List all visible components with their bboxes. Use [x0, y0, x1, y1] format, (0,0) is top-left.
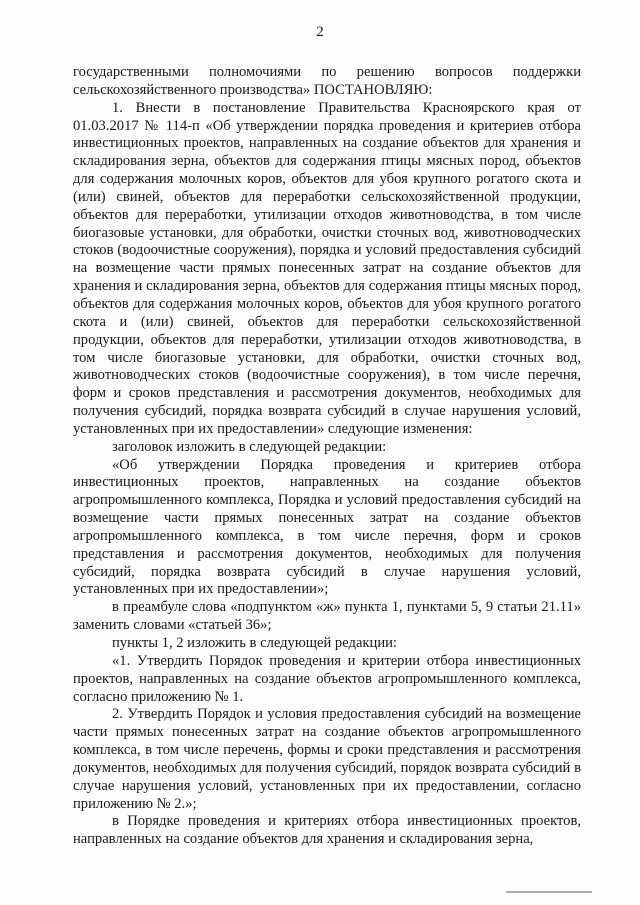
paragraph-points-change: пункты 1, 2 изложить в следующей редакции: [112, 635, 397, 651]
paragraph-preamble-change: в преамбуле слова «подпунктом «ж» пункта 1, пунктами 5, 9 статьи 21.11» заменить словами «статьей 36»; [73, 599, 581, 634]
document-body [73, 64, 581, 849]
paragraph-title-change: заголовок изложить в следующей редакции: [112, 438, 387, 455]
paragraph-new-title: «Об утверждении Порядка проведения и критериев отбора инвестиционных проектов, направленных на создание объектов агропромышленного комплекса, Порядка и условий предоставления субсидий на возмещение части прямых понесенных затрат на создание объектов агропромышленного комплекса, в том числе перечня, форм и сроков представления и рассмотрения документов, необходимых для получения субсидий, порядка возврата субсидий в случае нарушения условий, установленных при их предоставлении»; [73, 456, 581, 598]
paragraph-procedure-change: в Порядке проведения и критериях отбора инвестиционных проектов, направленных на создание объектов для хранения и складирования зерна, [73, 813, 581, 848]
scan-artifact-line [506, 891, 592, 893]
paragraph-point-1: «1. Утвердить Порядок проведения и критерии отбора инвестиционных проектов, направленных на создание объектов агропромышленного комплекса, согласно приложению № 1. [73, 652, 581, 705]
page-number: 2 [316, 24, 324, 40]
paragraph-preamble-end: государственными полномочиями по решению вопросов поддержки сельскохозяйственного производства» ПОСТАНОВЛЯЮ: [73, 64, 581, 98]
paragraph-item-1: 1. Внести в постановление Правительства Красноярского края от 01.03.2017 № 114-п «Об утверждении порядка проведения и критериев отбора инвестиционных проектов, направленных на создание объектов для хранения и складирования зерна, объектов для содержания птицы мясных пород, объектов для содержания молочных коров, объектов для убоя крупного рогатого скота и (или) свиней, объектов для переработки сельскохозяйственной продукции, объектов для переработки, утилизации отходов животноводства, в том числе биогазовые установки, для обработки, очистки сточных вод, животноводческих стоков (водоочистные сооружения), порядка и условий предоставления субсидий на возмещение части прямых понесенных затрат на создание объектов для хранения и складирования зерна, объектов для содержания птицы мясных пород, объектов для содержания молочных коров, объектов для убоя крупного рогатого скота и (или) свиней, объектов для переработки сельскохозяйственной продукции, объектов для переработки, утилизации отходов животноводства, в том числе биогазовые установки, для обработки, очистки сточных вод, животноводческих стоков (водоочистные сооружения), в том числе перечня, форм и сроков представления и рассмотрения документов, необходимых для получения субсидий, порядка возврата субсидий в случае нарушения условий, установленных при их предоставлении» следующие изменения: [73, 99, 581, 437]
paragraph-point-2: 2. Утвердить Порядок и условия предоставления субсидий на возмещение части прямых понесенных затрат на создание объектов агропромышленного комплекса, в том числе перечень, формы и сроки представления и рассмотрения документов, необходимых для получения субсидий, порядок возврата субсидий в случае нарушения условий, установленных при их предоставлении, согласно приложению № 2.»; [73, 706, 581, 812]
